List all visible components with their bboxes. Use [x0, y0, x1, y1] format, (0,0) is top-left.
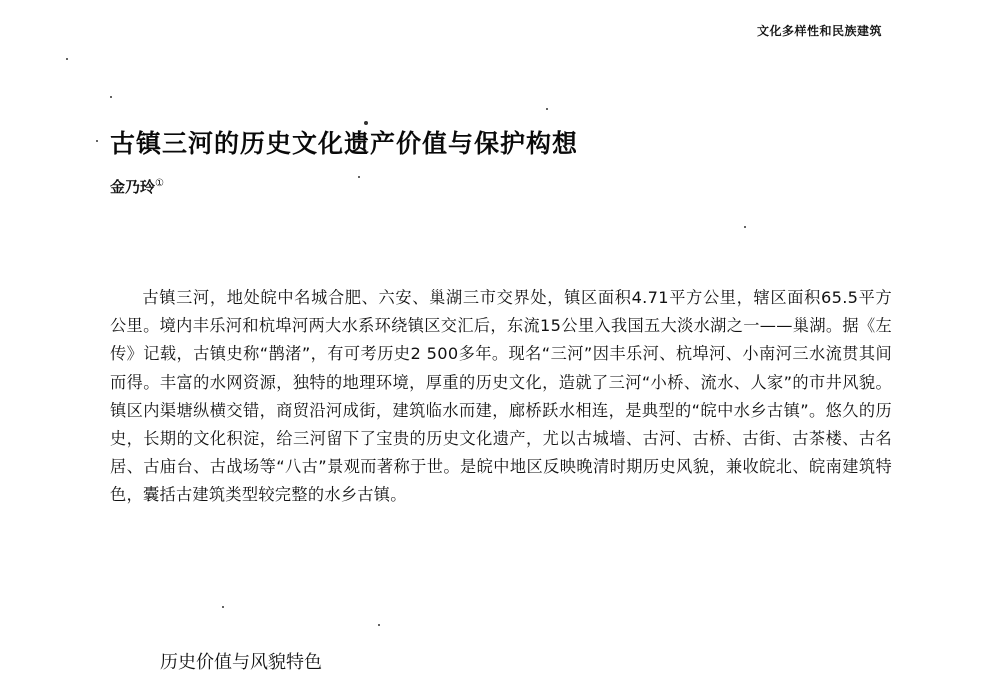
scan-speck	[110, 96, 112, 98]
scan-speck	[222, 606, 224, 608]
scan-speck	[364, 121, 368, 125]
scan-speck	[546, 108, 548, 110]
body-paragraph: 古镇三河，地处皖中名城合肥、六安、巢湖三市交界处，镇区面积4.71平方公里，辖区面积65.5平方公里。境内丰乐河和杭埠河两大水系环绕镇区交汇后，东流15公里入我国五大淡水湖之一——巢湖。据《左传》记载，古镇史称“鹊渚”，有可考历史2 500多年。现名“三河”因丰乐河、杭埠河、小南河三水流贯其间而得。丰富的水网资源，独特的地理环境，厚重的历史文化，造就了三河“小桥、流水、人家”的市井风貌。镇区内渠塘纵横交错，商贸沿河成街，建筑临水而建，廊桥跃水相连，是典型的“皖中水乡古镇”。悠久的历史，长期的文化积淀，给三河留下了宝贵的历史文化遗产，尤以古城墙、古河、古桥、古街、古茶楼、古名居、古庙台、古战场等“八古”景观而著称于世。是皖中地区反映晚清时期历史风貌，兼收皖北、皖南建筑特色，囊括古建筑类型较完整的水乡古镇。	[110, 288, 892, 505]
author-line	[110, 176, 164, 197]
scan-speck	[358, 176, 360, 178]
scan-speck	[66, 58, 68, 60]
scan-speck	[96, 140, 98, 142]
author-name: 金乃玲	[110, 178, 156, 196]
author-footnote-mark: ①	[155, 178, 164, 189]
running-header: 文化多样性和民族建筑	[756, 24, 882, 38]
scan-speck	[378, 624, 380, 626]
section-heading: 历史价值与风貌特色	[160, 652, 322, 673]
scan-speck	[744, 226, 746, 228]
article-title: 古镇三河的历史文化遗产价值与保护构想	[110, 129, 579, 158]
